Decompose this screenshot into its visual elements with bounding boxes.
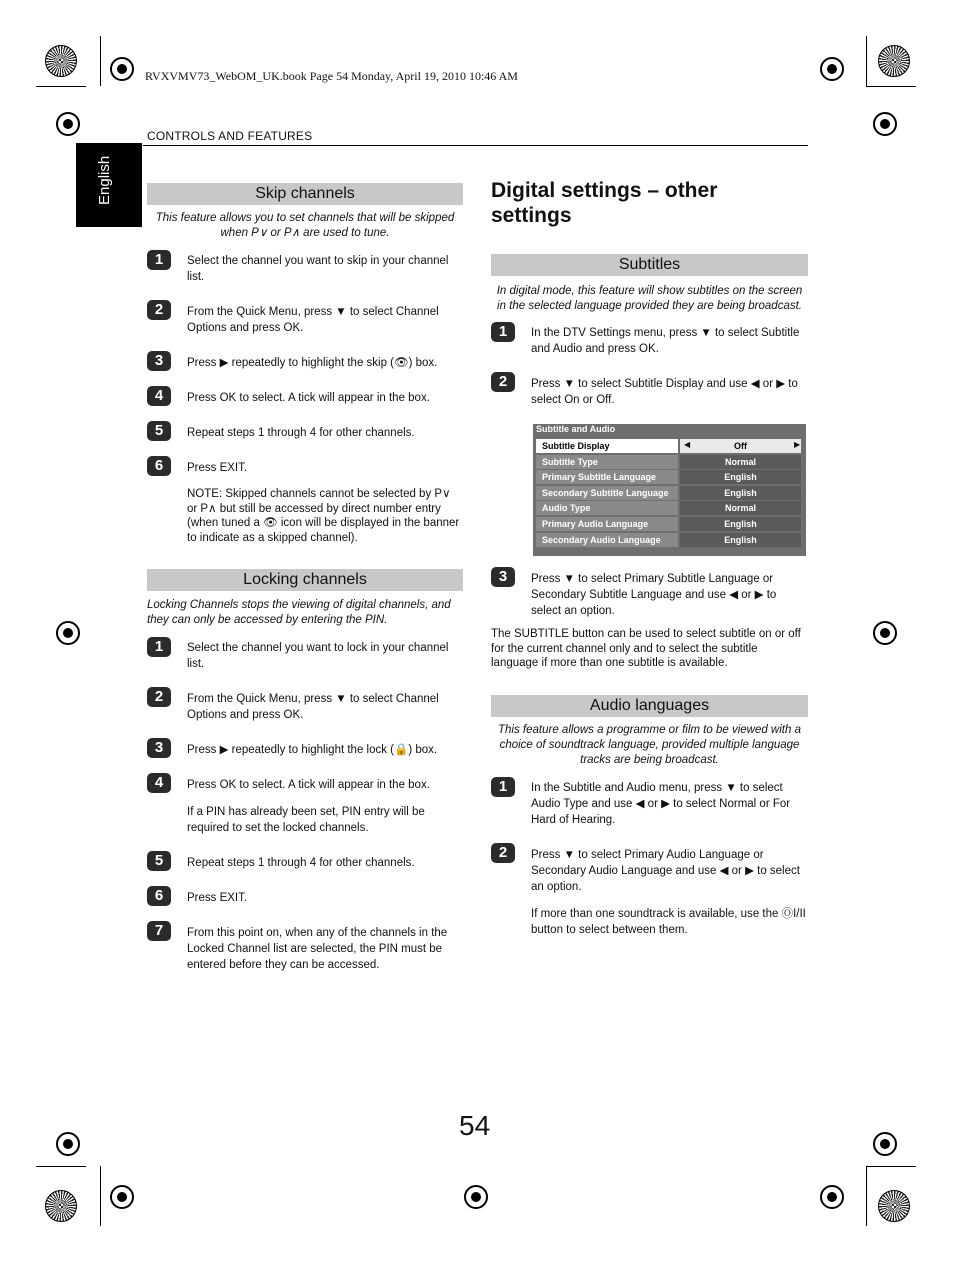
menu-row[interactable]: [536, 486, 801, 501]
step-text: Press EXIT.: [187, 892, 248, 904]
step-text: In the Subtitle and Audio menu, press ▼ to select Audio Type and use ◀ or ▶ to select Normal or For Hard of Hearing.: [531, 782, 791, 826]
step-badge: 1: [491, 322, 515, 342]
step-badge: 2: [147, 300, 171, 320]
step-badge: 2: [147, 687, 171, 707]
crop-line: [866, 1166, 916, 1167]
registration-mark-icon: [878, 45, 910, 77]
step-badge: 3: [147, 351, 171, 371]
page-number: 54: [459, 1110, 491, 1141]
header-rule: [143, 145, 808, 146]
menu-row[interactable]: [536, 455, 801, 470]
crosshair-mark-icon: [873, 1132, 897, 1156]
step-text: From the Quick Menu, press ▼ to select Channel Options and press OK.: [187, 306, 439, 334]
step-badge: 6: [147, 886, 171, 906]
crosshair-mark-icon: [873, 112, 897, 136]
menu-row-label: Subtitle Type: [536, 455, 678, 469]
step-text: Press ▶ repeatedly to highlight the lock (🔒) box.: [187, 744, 438, 756]
step-badge: 7: [147, 921, 171, 941]
step-badge: 2: [491, 372, 515, 392]
locking-channels-heading: Locking channels: [147, 569, 463, 591]
crop-line: [36, 1166, 86, 1167]
crosshair-mark-icon: [110, 1185, 134, 1209]
crosshair-mark-icon: [820, 1185, 844, 1209]
registration-mark-icon: [45, 45, 77, 77]
menu-title: Subtitle and Audio: [536, 424, 616, 434]
step-text: Repeat steps 1 through 4 for other channels.: [187, 427, 415, 439]
menu-row-label: Primary Subtitle Language: [536, 470, 678, 484]
step-badge: 3: [147, 738, 171, 758]
crosshair-mark-icon: [110, 57, 134, 81]
crop-line: [36, 86, 86, 87]
crosshair-mark-icon: [56, 1132, 80, 1156]
menu-row-label: Secondary Audio Language: [536, 533, 678, 547]
step-text: In the DTV Settings menu, press ▼ to select Subtitle and Audio and press OK.: [531, 327, 800, 355]
arrow-right-icon: ▶: [794, 440, 801, 449]
menu-row-value: English: [680, 470, 801, 484]
step-text: From the Quick Menu, press ▼ to select Channel Options and press OK.: [187, 693, 439, 721]
menu-row-value: Normal: [680, 455, 801, 469]
crosshair-mark-icon: [56, 112, 80, 136]
subtitle-audio-menu: [533, 424, 806, 556]
lock-intro: Locking Channels stops the viewing of digital channels, and they can only be accessed by entering the PIN.: [147, 599, 451, 626]
step-text: Press ▶ repeatedly to highlight the skip (👁) box.: [187, 357, 438, 369]
menu-row-value: English: [680, 533, 801, 547]
audio-languages-heading: Audio languages: [491, 695, 808, 717]
crosshair-mark-icon: [820, 57, 844, 81]
step-text: Select the channel you want to skip in your channel list.: [187, 255, 449, 283]
skip-intro: This feature allows you to set channels that will be skipped when P∨ or P∧ are used to tune.: [155, 212, 455, 239]
crop-line: [866, 1166, 867, 1226]
menu-row[interactable]: [536, 517, 801, 532]
step-text: Press ▼ to select Primary Subtitle Language or Secondary Subtitle Language and use ◀ or ▶ to select an option.: [531, 573, 777, 617]
crop-line: [866, 36, 867, 86]
step-badge: 5: [147, 851, 171, 871]
step-badge: 4: [147, 386, 171, 406]
step-badge: 1: [147, 637, 171, 657]
menu-row-label: Audio Type: [536, 501, 678, 515]
step-badge: 1: [147, 250, 171, 270]
step-text: Press OK to select. A tick will appear in the box.: [187, 392, 430, 404]
page-header: CONTROLS AND FEATURES: [147, 129, 313, 143]
menu-row[interactable]: [536, 470, 801, 485]
step-badge: 3: [491, 567, 515, 587]
step-text: Select the channel you want to lock in your channel list.: [187, 642, 449, 670]
crop-line: [100, 36, 101, 86]
skip-channels-heading: Skip channels: [147, 183, 463, 205]
menu-row-label: Primary Audio Language: [536, 517, 678, 531]
subtitles-heading: Subtitles: [491, 254, 808, 276]
step-badge: 4: [147, 773, 171, 793]
step-text: From this point on, when any of the channels in the Locked Channel list are selected, the PIN must be entered before they can be accessed.: [187, 927, 448, 971]
crop-line: [100, 1166, 101, 1226]
menu-row-value: Normal: [680, 501, 801, 515]
step-badge: 6: [147, 456, 171, 476]
menu-row-label: Secondary Subtitle Language: [536, 486, 678, 500]
crop-line: [866, 86, 916, 87]
step-text: Repeat steps 1 through 4 for other channels.: [187, 857, 415, 869]
arrow-left-icon: ◀: [684, 440, 691, 449]
step-text: Press ▼ to select Primary Audio Language or Secondary Audio Language and use ◀ or ▶ to select an option.: [531, 849, 800, 893]
menu-row[interactable]: [536, 533, 801, 548]
crosshair-mark-icon: [873, 621, 897, 645]
menu-row[interactable]: [536, 439, 801, 454]
menu-row-value: English: [680, 517, 801, 531]
subtitles-intro: In digital mode, this feature will show subtitles on the screen in the selected language provided they are being broadcast.: [496, 285, 803, 312]
audio-step2-extra: If more than one soundtrack is available, use the ⓄI/II button to select between them.: [531, 908, 806, 936]
lock-step4-extra: If a PIN has already been set, PIN entry will be required to set the locked channels.: [187, 806, 425, 834]
skip-note: NOTE: Skipped channels cannot be selected by P∨ or P∧ but still be accessed by direct number entry (when tuned a 👁 icon will be displayed in the banner to indicate as a skipped channel).: [187, 488, 460, 544]
crosshair-mark-icon: [464, 1185, 488, 1209]
registration-mark-icon: [878, 1190, 910, 1222]
subtitles-footer: The SUBTITLE button can be used to select subtitle on or off for the current channel only and to select the subtitle language if more than one subtitle is available.: [491, 628, 801, 669]
menu-row[interactable]: [536, 501, 801, 516]
print-slug: RVXVMV73_WebOM_UK.book Page 54 Monday, April 19, 2010 10:46 AM: [145, 69, 518, 83]
step-text: Press OK to select. A tick will appear in the box.: [187, 779, 430, 791]
step-badge: 2: [491, 843, 515, 863]
menu-row-label: Subtitle Display: [536, 439, 678, 453]
audio-intro: This feature allows a programme or film to be viewed with a choice of soundtrack language, provided multiple language tracks are being broadcast.: [498, 724, 801, 766]
step-badge: 5: [147, 421, 171, 441]
page-title: Digital settings – other settings: [491, 179, 718, 227]
crosshair-mark-icon: [56, 621, 80, 645]
step-badge: 1: [491, 777, 515, 797]
registration-mark-icon: [45, 1190, 77, 1222]
menu-row-value: Off: [680, 439, 801, 453]
step-text: Press ▼ to select Subtitle Display and use ◀ or ▶ to select On or Off.: [531, 378, 798, 406]
step-text: Press EXIT.: [187, 462, 248, 474]
menu-row-value: English: [680, 486, 801, 500]
language-tab: English: [76, 143, 142, 227]
